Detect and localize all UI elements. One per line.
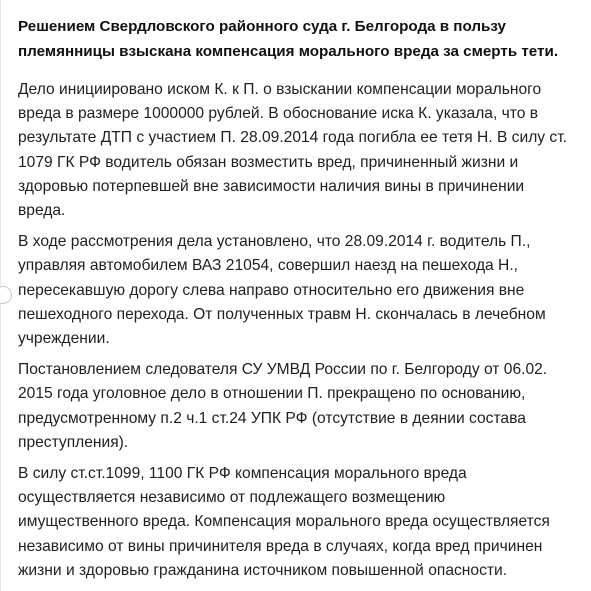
headline-line: племянницы взыскана компенсация морального вреда за смерть тети. xyxy=(18,43,559,60)
paragraph-line: 1079 ГК РФ водитель обязан возместить вред, причиненный жизни и xyxy=(18,153,519,171)
paragraph-line: здоровью потерпевшей вне зависимости наличия вины в причинении xyxy=(18,177,525,195)
paragraph-line: 2015 года уголовное дело в отношении П. прекращено по основанию, xyxy=(18,385,526,403)
paragraph-line: управляя автомобилем ВАЗ 21054, совершил наезд на пешехода Н., xyxy=(18,257,518,275)
article-body xyxy=(18,14,578,590)
paragraph-facts xyxy=(18,230,578,351)
scroll-handle[interactable] xyxy=(0,286,12,304)
paragraph-line: осуществляется независимо от подлежащего возмещению xyxy=(18,489,446,507)
paragraph-line: учреждении. xyxy=(18,330,110,348)
paragraph-line: В ходе рассмотрения дела установлено, что 28.09.2014 г. водитель П., xyxy=(18,233,531,251)
paragraph-line: пересекавшую дорогу слева направо относительно его движения вне xyxy=(18,281,525,299)
paragraph-line: пешеходного перехода. От полученных травм Н. скончалась в лечебном xyxy=(18,305,546,323)
paragraph-line: жизни и здоровью гражданина источником повышенной опасности. xyxy=(18,561,508,579)
headline-line: Решением Свердловского районного суда г. Белгорода в пользу xyxy=(18,18,506,35)
paragraph-line: Дело инициировано иском К. к П. о взыскании компенсации морального xyxy=(18,81,542,98)
paragraph-claim xyxy=(18,78,578,223)
paragraph-investigation xyxy=(18,358,578,455)
paragraph-line: независимо от вины причинителя вреда в случаях, когда вред причинен xyxy=(18,537,543,555)
paragraph-line: предусмотренному п.2 ч.1 ст.24 УПК РФ (отсутствие в деянии состава xyxy=(18,409,526,427)
paragraph-law xyxy=(18,462,578,583)
paragraph-line: Постановлением следователя СУ УМВД России по г. Белгороду от 06.02. xyxy=(18,361,548,379)
paragraph-line: результате ДТП с участием П. 28.09.2014 года погибла ее тетя Н. В силу ст. xyxy=(18,129,567,147)
paragraph-line: В силу ст.ст.1099, 1100 ГК РФ компенсация морального вреда xyxy=(18,465,467,483)
paragraph-line: имущественного вреда. Компенсация морального вреда осуществляется xyxy=(18,513,550,531)
paragraph-line: вреда. xyxy=(18,202,66,220)
article-headline xyxy=(18,14,578,64)
paragraph-line: преступления). xyxy=(18,433,129,451)
paragraph-line: вреда в размере 1000000 рублей. В обоснование иска К. указала, что в xyxy=(18,105,539,123)
